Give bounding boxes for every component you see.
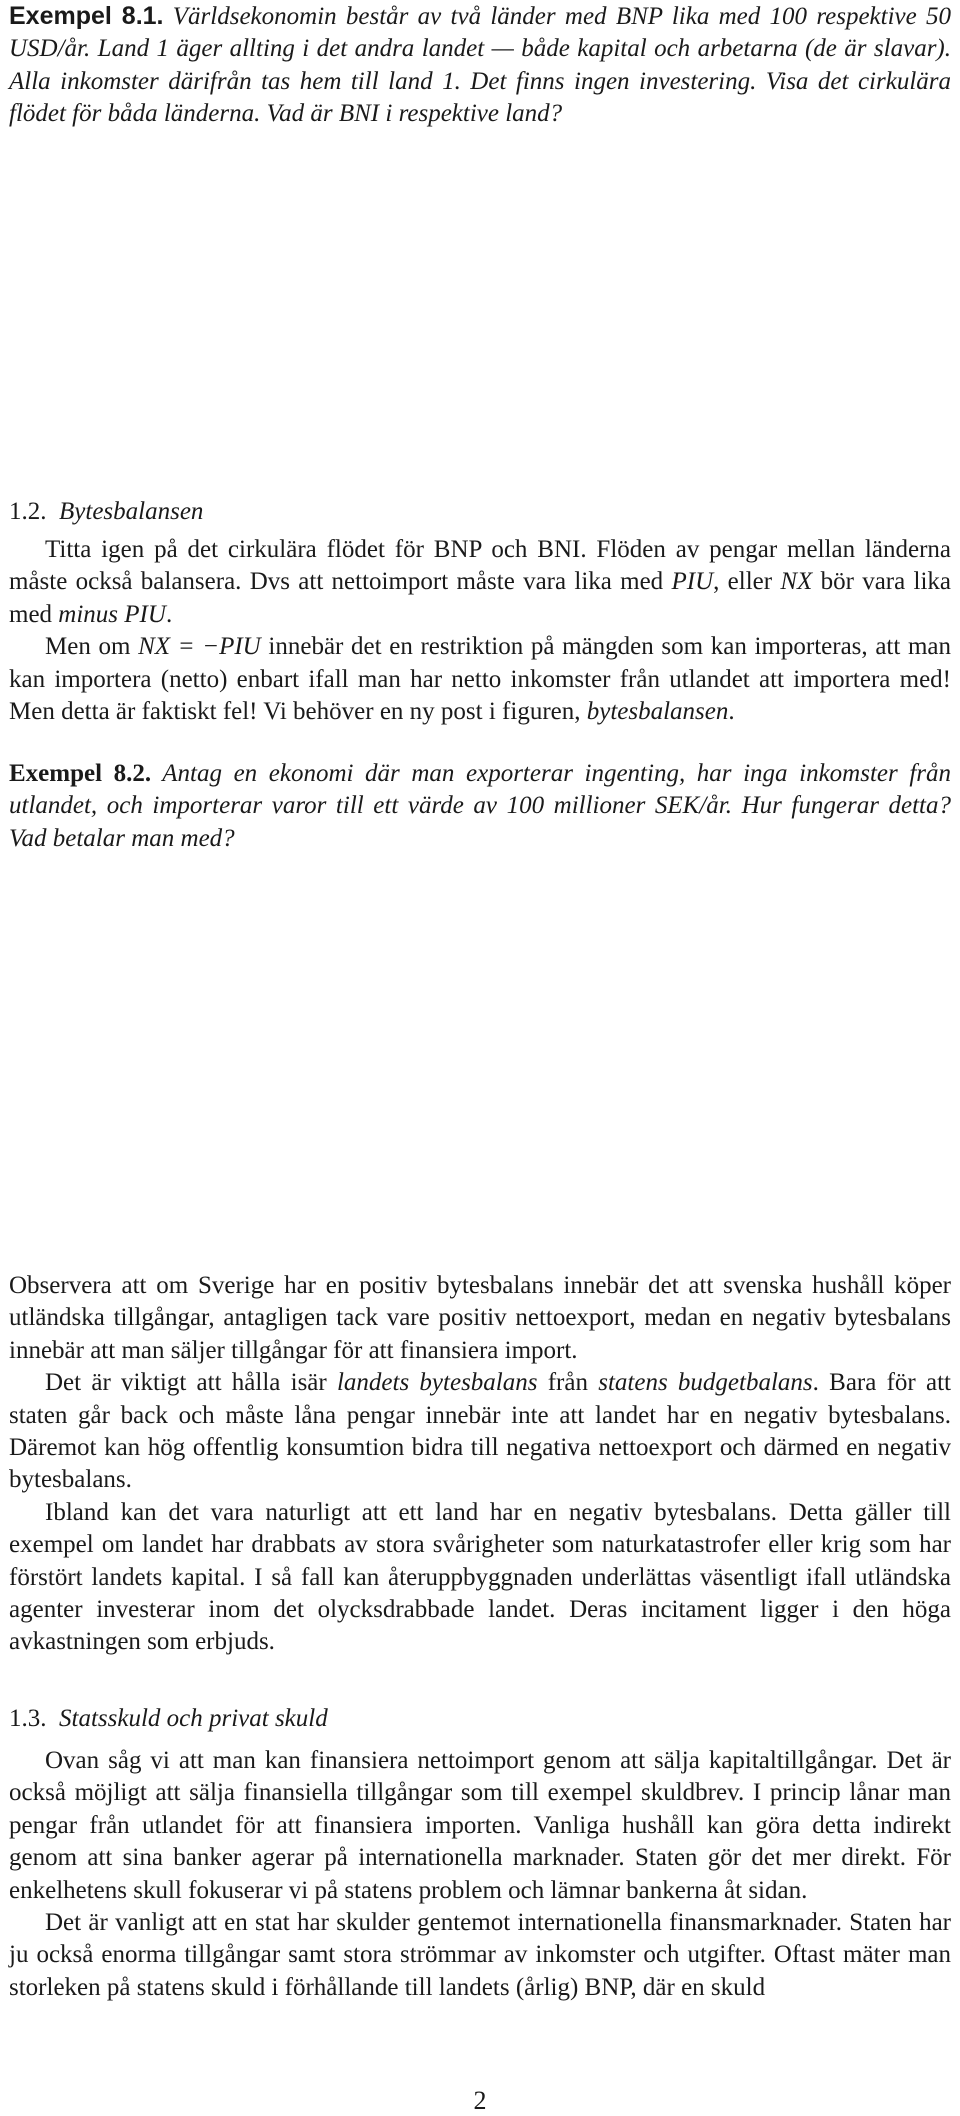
example-8-1 [9, 0, 951, 131]
emph-landets-bytesbalans: landets bytesbalans [336, 1369, 538, 1397]
paragraph: Men om NX = −PIU innebär det en restriktion på mängden som kan importeras, att man kan importera (netto) enbart ifall man har netto inkomster från utlandet att importera med! Men detta är faktiskt fel! Vi behöver en ny post i figuren, bytesbalansen. [9, 633, 952, 726]
paragraph: Titta igen på det cirkulära flödet för BNP och BNI. Flöden av pengar mellan länderna måste också balansera. Dvs att nettoimport måste vara lika med PIU, eller NX bör vara lika med minus PIU. [9, 536, 951, 628]
section-heading-1-2 [9, 496, 203, 528]
paragraph: Det är viktigt att hålla isär landets bytesbalans från statens budgetbalans. Bara för att staten går back och måste låna pengar innebär inte att landet har en negativ bytesbalans. Däremot kan hög offentlig konsumtion bidra till negativa nettoexport och därmed en negativ bytesbalans. [9, 1369, 951, 1494]
example-label: Exempel 8.1. [9, 2, 164, 30]
body-text-bytesbalans [9, 534, 951, 728]
paragraph: Ibland kan det vara naturligt att ett land har en negativ bytesbalans. Detta gäller till exempel om landet har drabbats av stora svårigheter som naturkatastrofer eller krig som har förstört landets kapital. I så fall kan återuppbyggnaden underlättas väsentligt ifall utländska agenter investerar inom det olycksdrabbade landet. Deras incitament ligger i den höga avkastningen som erbjuds. [9, 1498, 951, 1656]
section-number: 1.3. [9, 1705, 47, 1732]
section-title: Statsskuld och privat skuld [59, 1705, 328, 1732]
emph-statens-budgetbalans: statens budgetbalans [598, 1369, 813, 1397]
paragraph: Det är vanligt att en stat har skulder gentemot internationella finansmarknader. Staten har ju också enorma tillgångar samt stora strömmar av inkomster och utgifter. Oftast mäter man storleken på statens skuld i förhållande till landets (årlig) BNP, där en skuld [9, 1909, 951, 2001]
example-text: Antag en ekonomi där man exporterar ingenting, har inga inkomster från utlandet, och importerar varor till ett värde av 100 millioner SEK/år. Hur fungerar detta? Vad betalar man med? [9, 760, 952, 852]
body-text-statsskuld [9, 1745, 951, 2004]
example-8-2 [9, 758, 951, 855]
math-minus-piu: minus PIU [58, 600, 166, 628]
example-text: Världsekonomin består av två länder med BNP lika med 100 respektive 50 USD/år. Land 1 äger allting i det andra landet — både kapital och arbetarna (de är slavar). Alla inkomster därifrån tas hem till land 1. Det finns ingen investering. Visa det cirkulära flödet för båda länderna. Vad är BNI i respektive land? [9, 3, 951, 128]
section-heading-1-3 [9, 1703, 328, 1735]
math-nx: NX [780, 568, 813, 596]
example-label: Exempel 8.2. [9, 760, 152, 787]
section-title: Bytesbalansen [59, 498, 204, 525]
paragraph: Observera att om Sverige har en positiv bytesbalans innebär det att svenska hushåll köper utländska tillgångar, antagligen tack vare positiv nettoexport, medan en negativ bytesbalans innebär att man säljer tillgångar för att finansiera import. [9, 1272, 951, 1364]
body-text-observera [9, 1270, 951, 1659]
math-piu: PIU [671, 568, 714, 596]
paragraph: Ovan såg vi att man kan finansiera nettoimport genom att sälja kapitaltillgångar. Det är också möjligt att sälja finansiella tillgångar som till exempel skuldbrev. I princip lånar man pengar från utlandet för att finansiera importen. Vanliga hushåll kan göra detta indirekt genom att sina banker agerar på internationella marknader. Staten gör det mer direkt. För enkelhetens skull fokuserar vi på statens problem och lämnar bankerna åt sidan. [9, 1747, 951, 1904]
page-number: 2 [473, 2086, 487, 2115]
math-equation: NX = −PIU [138, 633, 261, 661]
emph-bytesbalansen: bytesbalansen [586, 698, 729, 726]
section-number: 1.2. [9, 498, 47, 525]
